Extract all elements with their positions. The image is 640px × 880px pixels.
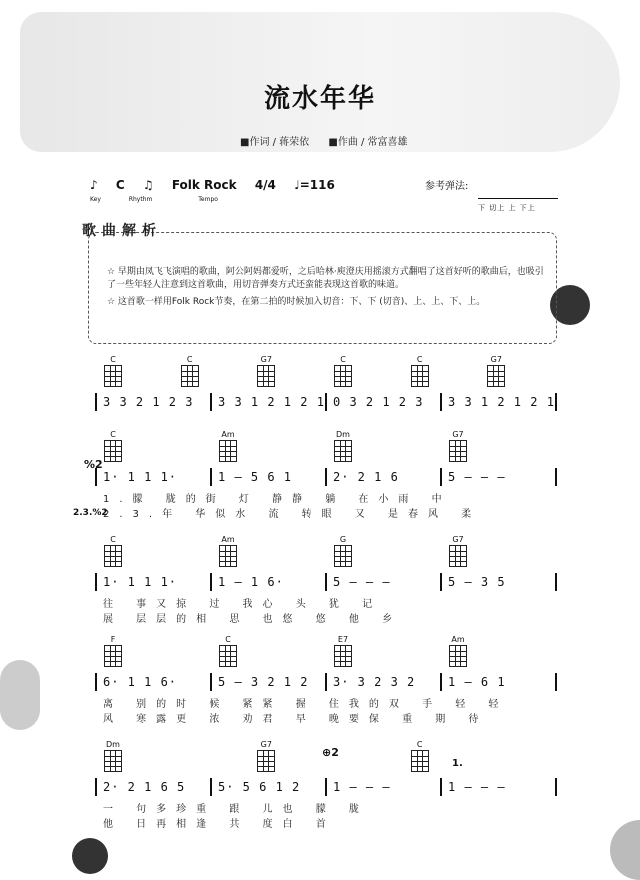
barline: [440, 673, 442, 691]
chord-name: Am: [221, 535, 235, 544]
chord-diagram: [100, 355, 126, 387]
analysis-note-2: ☆ 这首歌一样用Folk Rock节奏，在第二拍的时候加入切音：下、下 (切音)、上、上、下、上。: [107, 297, 486, 307]
chord-grid-icon: [219, 645, 237, 667]
measure-notes: 5 — — —: [448, 470, 506, 484]
chord-name: G7: [260, 355, 272, 364]
measure-notes: 3· 3 2 3 2: [333, 675, 416, 689]
barline: [210, 573, 212, 591]
song-title: 流水年华: [263, 84, 376, 114]
tempo-label: Tempo: [198, 196, 218, 203]
measure-notes: 3 3 1 2 1 2 1: [448, 395, 555, 409]
chord-diagram: [215, 635, 241, 667]
rhythm-value: Folk Rock: [171, 178, 237, 192]
key-label: Key: [90, 196, 101, 203]
chord-grid-icon: [334, 545, 352, 567]
chord-diagram: [100, 430, 126, 462]
chord-grid-icon: [181, 365, 199, 387]
barline: [210, 778, 212, 796]
chord-name: C: [110, 535, 116, 544]
chord-grid-icon: [219, 545, 237, 567]
chord-name: C: [340, 355, 346, 364]
measure-notes: 3 3 1 2 1 2 1: [218, 395, 325, 409]
chord-diagram: [445, 535, 471, 567]
measure-notes: 6· 1 1 6·: [103, 675, 178, 689]
rhythm-icon: ♫: [142, 178, 154, 192]
palm-icon: [72, 838, 108, 874]
chord-name: Am: [221, 430, 235, 439]
lyric-line: 1.朦 胧的街 灯 静静 躺 在小雨 中: [103, 494, 452, 505]
barline: [555, 468, 557, 486]
lyric-line: 他 日再相逢 共 度白 首: [103, 819, 336, 830]
tempo-value: ♩=116: [294, 178, 335, 192]
measure-notes: 2· 2 1 6: [333, 470, 399, 484]
chord-diagram: [330, 635, 356, 667]
chord-diagram: [407, 740, 433, 772]
barline: [210, 468, 212, 486]
barline: [95, 573, 97, 591]
chord-diagram: [253, 355, 279, 387]
chord-name: C: [225, 635, 231, 644]
flower-icon: [0, 660, 40, 730]
chord-diagram: [215, 430, 241, 462]
measure-notes: 1 — — —: [333, 780, 391, 794]
chord-name: G7: [452, 535, 464, 544]
barline: [325, 468, 327, 486]
chord-name: G7: [452, 430, 464, 439]
measure-notes: 2· 2 1 6 5: [103, 780, 186, 794]
measure-notes: 1 — 6 1: [448, 675, 506, 689]
barline: [440, 573, 442, 591]
chord-name: G7: [260, 740, 272, 749]
key-value: C: [115, 178, 125, 192]
chord-grid-icon: [334, 440, 352, 462]
chord-grid-icon: [257, 365, 275, 387]
lyric-line: 一 句多珍重 跟 儿也 朦 胧: [103, 804, 369, 815]
chord-grid-icon: [219, 440, 237, 462]
measure-notes: 3 3 2 1 2 3: [103, 395, 194, 409]
barline: [325, 778, 327, 796]
barline: [95, 393, 97, 411]
barline: [555, 778, 557, 796]
chord-grid-icon: [104, 545, 122, 567]
chord-grid-icon: [104, 750, 122, 772]
lyric-line: 展 层层的相 思 也悠 悠 他 乡: [103, 614, 403, 625]
measure-notes: 1 — 5 6 1: [218, 470, 293, 484]
chord-name: C: [110, 430, 116, 439]
ukulele-corner-icon: [610, 820, 640, 880]
measure-notes: 1 — — —: [448, 780, 506, 794]
chord-name: G: [339, 535, 347, 544]
analysis-heading: 歌曲解析: [82, 223, 162, 239]
credits: [240, 133, 424, 148]
chord-grid-icon: [257, 750, 275, 772]
meta-labels: [90, 196, 218, 203]
barline: [210, 673, 212, 691]
measure-notes: 1· 1 1 1·: [103, 470, 178, 484]
segno-mark-2: 2.3.%2: [73, 508, 108, 518]
chord-diagram: [177, 355, 203, 387]
chord-grid-icon: [449, 645, 467, 667]
chord-diagram: [253, 740, 279, 772]
chord-grid-icon: [411, 365, 429, 387]
chord-name: Dm: [336, 430, 350, 439]
barline: [95, 673, 97, 691]
lyric-line: 离 别的时 候 紧紧 握 住我的双 手 轻 轻: [103, 699, 509, 710]
chord-diagram: [407, 355, 433, 387]
measure-notes: 1 — 1 6·: [218, 575, 284, 589]
time-signature: 4/4: [254, 178, 276, 192]
chord-diagram: [330, 355, 356, 387]
chord-name: C: [416, 740, 423, 749]
rhythm-label: Rhythm: [128, 196, 153, 203]
chord-diagram: [215, 535, 241, 567]
measure-notes: 5 — 3 5: [448, 575, 506, 589]
strum-pattern-icon: [478, 178, 558, 199]
chord-name: G7: [490, 355, 502, 364]
measure-notes: 5· 5 6 1 2: [218, 780, 301, 794]
chord-diagram: [100, 535, 126, 567]
barline: [325, 673, 327, 691]
analysis-note-1: ☆ 早期由凤飞飞演唱的歌曲，阿公阿妈都爱听，之后哈林·庾澄庆用摇滚方式翻唱了这首好听的歌曲后，也吸引了一些年轻人注意到这首歌曲，用切音弹奏方式还蛮能表现这首歌的味道。: [107, 267, 544, 290]
barline: [440, 468, 442, 486]
barline: [555, 573, 557, 591]
measure-notes: 5 — 3 2 1 2: [218, 675, 309, 689]
chord-diagram: [100, 740, 126, 772]
chord-grid-icon: [449, 440, 467, 462]
barline: [555, 393, 557, 411]
chord-grid-icon: [104, 365, 122, 387]
key-icon: ♪: [90, 178, 98, 192]
volta-bracket: 1.: [452, 758, 463, 769]
lyric-line: 2.3.年 华似水 流 转眼 又 是春风 柔: [103, 509, 482, 520]
chord-grid-icon: [104, 440, 122, 462]
segno-mark: %2: [84, 458, 103, 471]
barline: [440, 393, 442, 411]
chord-diagram: [483, 355, 509, 387]
lyricist: ■作词 / 蒋荣依: [240, 137, 310, 148]
barline: [555, 673, 557, 691]
chord-name: E7: [337, 635, 349, 644]
chord-name: C: [110, 355, 116, 364]
barline: [325, 393, 327, 411]
chord-grid-icon: [104, 645, 122, 667]
chord-name: C: [186, 355, 193, 364]
composer: ■作曲 / 常富喜雄: [328, 137, 408, 148]
lyric-line: 往 事又掠 过 我心 头 犹 记: [103, 599, 383, 610]
measure-notes: 0 3 2 1 2 3: [333, 395, 424, 409]
chord-diagram: [445, 635, 471, 667]
barline: [95, 778, 97, 796]
lyric-line: 风 寒露更 浓 劝君 早 晚要保 重 期 待: [103, 714, 489, 725]
chord-diagram: [330, 430, 356, 462]
coda-mark: ⊕2: [322, 746, 339, 759]
chord-grid-icon: [334, 645, 352, 667]
chord-grid-icon: [449, 545, 467, 567]
barline: [210, 393, 212, 411]
barline: [440, 778, 442, 796]
chord-grid-icon: [411, 750, 429, 772]
chord-diagram: [100, 635, 126, 667]
strum-directions: 下 切上 上 下上: [478, 204, 536, 212]
chord-name: Am: [451, 635, 465, 644]
chord-diagram: [445, 430, 471, 462]
reference-strum-label: 参考弹法:: [425, 181, 469, 192]
chord-name: Dm: [106, 740, 120, 749]
song-meta: [90, 178, 349, 192]
chord-grid-icon: [487, 365, 505, 387]
measure-notes: 5 — — —: [333, 575, 391, 589]
barline: [325, 573, 327, 591]
chord-name: C: [416, 355, 423, 364]
chord-grid-icon: [334, 365, 352, 387]
chord-diagram: [330, 535, 356, 567]
measure-notes: 1· 1 1 1·: [103, 575, 178, 589]
chord-name: F: [110, 635, 116, 644]
